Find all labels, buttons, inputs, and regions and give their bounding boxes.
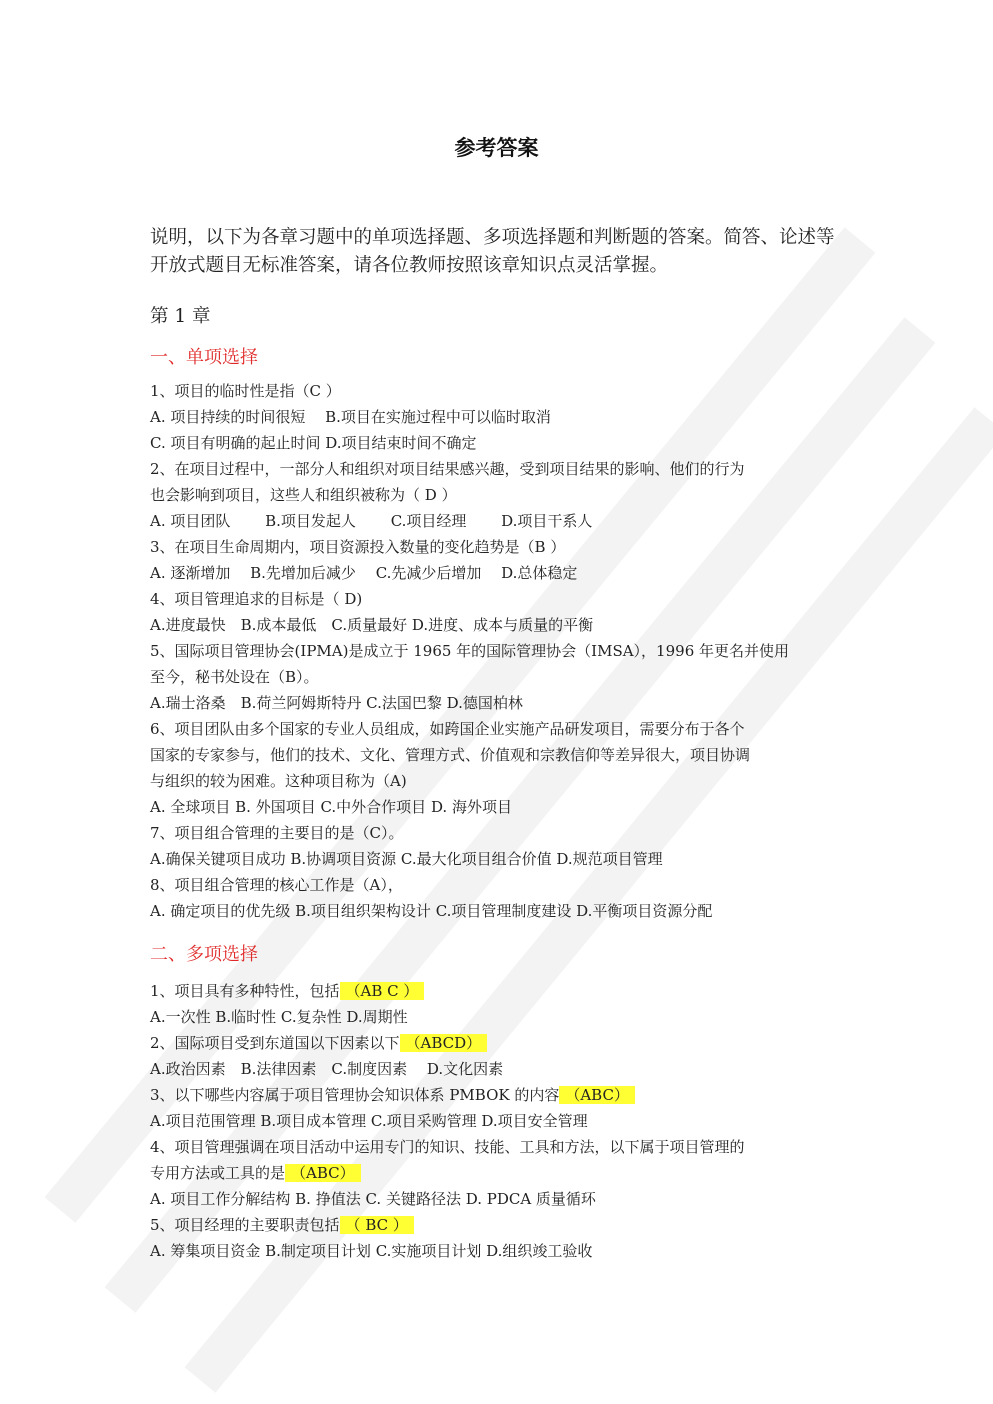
options-line: A.政治因素 B.法律因素 C.制度因素 D.文化因素: [150, 1060, 504, 1078]
list-item: 8、项目组合管理的核心工作是（A），: [150, 876, 403, 894]
list-item: 5、国际项目管理协会(IPMA)是成立于 1965 年的国际管理协会（IMSA），1996 年更名并使用: [150, 642, 790, 660]
list-item: A.瑞士洛桑 B.荷兰阿姆斯特丹 C.法国巴黎 D.德国柏林: [150, 694, 523, 712]
list-item: A. 逐渐增加 B.先增加后减少 C.先减少后增加 D.总体稳定: [150, 564, 578, 582]
answer-highlight: （ABC）: [285, 1164, 361, 1182]
list-item: 1、项目的临时性是指（C ）: [150, 382, 341, 400]
question-line: [150, 1084, 635, 1106]
answer-highlight: （ABC）: [559, 1086, 635, 1104]
question-line: [150, 1162, 361, 1184]
list-item: 国家的专家参与，他们的技术、文化、管理方式、价值观和宗教信仰等差异很大，项目协调: [150, 746, 751, 764]
options-line: A. 项目工作分解结构 B. 挣值法 C. 关键路径法 D. PDCA 质量循环: [150, 1190, 596, 1208]
question-line: 4、项目管理强调在项目活动中运用专门的知识、技能、工具和方法，以下属于项目管理的: [150, 1138, 745, 1156]
intro-paragraph: 说明，以下为各章习题中的单项选择题、多项选择题和判断题的答案。简答、论述等开放式题目无标准答案，请各位教师按照该章知识点灵活掌握。: [150, 227, 835, 276]
list-item: 2、在项目过程中，一部分人和组织对项目结果感兴趣，受到项目结果的影响、他们的行为: [150, 460, 745, 478]
chapter-heading: 第 1 章: [150, 306, 211, 327]
list-item: 3、在项目生命周期内，项目资源投入数量的变化趋势是（B ）: [150, 538, 566, 556]
question-text: 2、国际项目受到东道国以下因素以下: [150, 1034, 400, 1052]
question-line: [150, 980, 424, 1002]
list-item: A. 确定项目的优先级 B.项目组织架构设计 C.项目管理制度建设 D.平衡项目资源分配: [150, 902, 713, 920]
section-heading-multiple-choice: 二、多项选择: [150, 944, 258, 965]
section-heading-single-choice: 一、单项选择: [150, 347, 258, 368]
question-text: 专用方法或工具的是: [150, 1164, 286, 1182]
answer-highlight: （AB C ）: [340, 982, 425, 1000]
list-item: A. 项目持续的时间很短 B.项目在实施过程中可以临时取消: [150, 408, 551, 426]
options-line: A.一次性 B.临时性 C.复杂性 D.周期性: [150, 1008, 408, 1026]
question-line: [150, 1214, 414, 1236]
list-item: 6、项目团队由多个国家的专业人员组成，如跨国企业实施产品研发项目，需要分布于各个: [150, 720, 745, 738]
list-item: A. 全球项目 B. 外国项目 C.中外合作项目 D. 海外项目: [150, 798, 512, 816]
list-item: A. 项目团队 B.项目发起人 C.项目经理 D.项目干系人: [150, 512, 593, 530]
list-item: 至今，秘书处设在（B）。: [150, 668, 319, 686]
answer-highlight: （ABCD）: [400, 1034, 488, 1052]
page-title: 参考答案: [454, 136, 539, 160]
question-text: 3、以下哪些内容属于项目管理协会知识体系 PMBOK 的内容: [150, 1086, 560, 1104]
answer-highlight: （ BC ）: [340, 1216, 414, 1234]
options-line: A.项目范围管理 B.项目成本管理 C.项目采购管理 D.项目安全管理: [150, 1112, 588, 1130]
list-item: 4、项目管理追求的目标是（ D): [150, 590, 363, 608]
list-item: A.进度最快 B.成本最低 C.质量最好 D.进度、成本与质量的平衡: [150, 616, 594, 634]
question-text: 1、项目具有多种特性，包括: [150, 982, 340, 1000]
list-item: 与组织的较为困难。这种项目称为（A): [150, 772, 407, 790]
list-item: A.确保关键项目成功 B.协调项目资源 C.最大化项目组合价值 D.规范项目管理: [150, 850, 663, 868]
options-line: A. 筹集项目资金 B.制定项目计划 C.实施项目计划 D.组织竣工验收: [150, 1242, 593, 1260]
list-item: C. 项目有明确的起止时间 D.项目结束时间不确定: [150, 434, 477, 452]
list-item: 也会影响到项目，这些人和组织被称为（ D ）: [150, 486, 457, 504]
question-text: 5、项目经理的主要职责包括: [150, 1216, 340, 1234]
list-item: 7、项目组合管理的主要目的是（C）。: [150, 824, 404, 842]
question-line: [150, 1032, 487, 1054]
